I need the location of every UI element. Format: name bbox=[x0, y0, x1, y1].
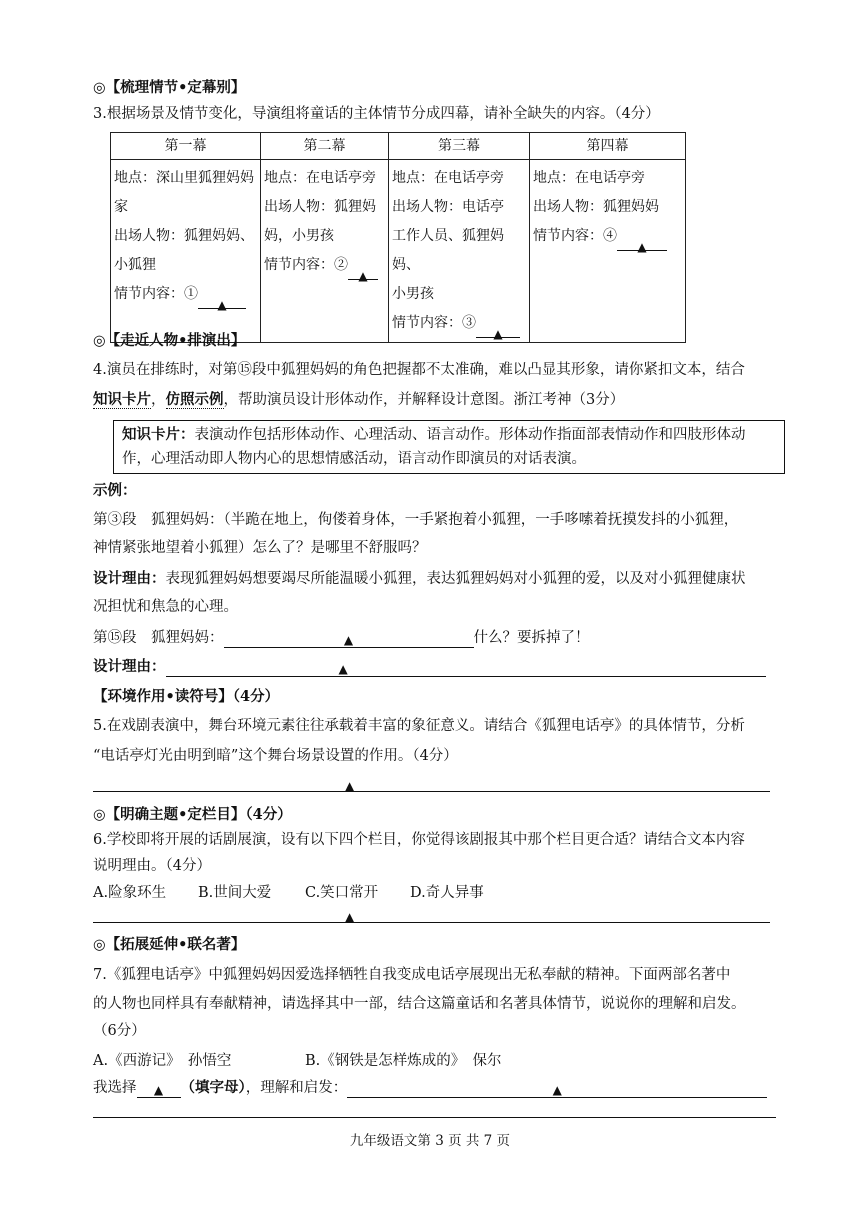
page-footer: 九年级语文第 3 页 共 7 页 bbox=[349, 1133, 511, 1149]
scene-header-1: 第一幕 bbox=[111, 133, 261, 160]
question-7-line1: 7.《狐狸电话亭》中狐狸妈妈因爱选择牺牲自我变成电话亭展现出无私奉献的精神。下面两部名著中 bbox=[93, 967, 731, 983]
option-d: D.奇人异事 bbox=[410, 885, 484, 901]
task-line bbox=[93, 628, 590, 648]
scene-1-characters-cont: 小狐狸 bbox=[114, 257, 156, 273]
option-a: A.险象环生 bbox=[93, 885, 167, 901]
scene-4-location: 地点：在电话亭旁 bbox=[533, 170, 645, 186]
answer-blank-choice[interactable] bbox=[137, 1080, 181, 1098]
answer-blank-4[interactable] bbox=[617, 233, 667, 254]
knowledge-card-line1: 表演动作包括形体动作、心理活动、语言动作。形体动作指面部表情动作和四肢形体动 bbox=[194, 427, 746, 443]
scene-cell-4 bbox=[530, 160, 686, 343]
answer-blank-3[interactable] bbox=[476, 320, 520, 341]
knowledge-card bbox=[113, 420, 785, 474]
example-line2: 神情紧张地望着小狐狸）怎么了？是哪里不舒服吗？ bbox=[93, 540, 427, 556]
section-header-classics: ◎【拓展延伸•联名著】 bbox=[93, 936, 246, 953]
example-reason-line2: 况担忧和焦急的心理。 bbox=[93, 599, 238, 615]
book-option-b: B.《钢铁是怎样炼成的》 保尔 bbox=[305, 1053, 502, 1069]
scene-table bbox=[110, 132, 686, 343]
blank-marker: ▲ bbox=[552, 1083, 562, 1097]
option-c: C.笑口常开 bbox=[305, 885, 379, 901]
scene-4-plot-label: 情节内容：④ bbox=[533, 228, 617, 244]
blank-marker: ▲ bbox=[637, 240, 647, 254]
scene-1-location-cont: 家 bbox=[114, 199, 128, 215]
answer-blank-reason[interactable] bbox=[166, 659, 766, 677]
separator: ， bbox=[151, 392, 166, 408]
task-prefix: 第⑮段 狐狸妈妈： bbox=[93, 630, 224, 646]
knowledge-card-line2: 作，心理活动即人物内心的思想情感活动，语言动作即演员的对话表演。 bbox=[122, 451, 586, 467]
section-header-theme: ◎【明确主题•定栏目】（4分） bbox=[93, 806, 292, 823]
blank-marker: ▲ bbox=[153, 1083, 164, 1097]
choose-suffix: ，理解和启发： bbox=[245, 1080, 348, 1096]
choose-line bbox=[93, 1078, 767, 1098]
scene-3-plot-label: 情节内容：③ bbox=[392, 315, 476, 331]
knowledge-card-label: 知识卡片： bbox=[122, 426, 195, 443]
question-3-stem: 3.根据场景及情节变化，导演组将童话的主体情节分成四幕，请补全缺失的内容。（4分） bbox=[93, 106, 660, 122]
question-4-line1: 4.演员在排练时，对第⑮段中狐狸妈妈的角色把握都不太准确，难以凸显其形象，请你紧扣文本，结合 bbox=[93, 362, 745, 378]
blank-marker: ▲ bbox=[217, 298, 227, 312]
question-7-line2: 的人物也同样具有奉献精神，请选择其中一部，结合这篇童话和名著具体情节，说说你的理解和启发。 bbox=[93, 996, 746, 1012]
scene-cell-2 bbox=[261, 160, 389, 343]
answer-line-q6[interactable] bbox=[93, 922, 770, 923]
blank-marker: ▲ bbox=[338, 662, 348, 676]
task-reason-label: 设计理由： bbox=[93, 658, 166, 675]
blank-marker: ▲ bbox=[493, 327, 503, 341]
scene-1-plot-label: 情节内容：① bbox=[114, 286, 198, 302]
blank-marker: ▲ bbox=[343, 633, 354, 647]
scene-2-characters-cont: 妈，小男孩 bbox=[264, 228, 334, 244]
answer-blank-action[interactable] bbox=[224, 630, 474, 648]
scene-3-characters-cont: 工作人员、狐狸妈妈、 bbox=[392, 228, 504, 273]
scene-1-characters: 出场人物：狐狸妈妈、 bbox=[114, 228, 254, 244]
example-reason-line1 bbox=[93, 569, 746, 589]
answer-line-q7[interactable] bbox=[93, 1117, 776, 1118]
task-reason-line bbox=[93, 657, 766, 677]
task-suffix: 什么？要拆掉了！ bbox=[473, 630, 590, 646]
option-b: B.世间大爱 bbox=[198, 885, 272, 901]
scene-cell-3 bbox=[389, 160, 530, 343]
section-header-character: ◎【走近人物•排演出】 bbox=[93, 332, 246, 349]
blank-marker: ▲ bbox=[345, 779, 355, 793]
scene-2-location: 地点：在电话亭旁 bbox=[264, 170, 376, 186]
scene-header-4: 第四幕 bbox=[530, 133, 686, 160]
example-label: 示例： bbox=[93, 482, 137, 499]
question-6-line1: 6.学校即将开展的话剧展演，设有以下四个栏目，你觉得该剧报其中那个栏目更合适？请结合文本内容 bbox=[93, 832, 745, 848]
answer-blank-insight[interactable] bbox=[347, 1080, 767, 1098]
reason-text: 表现狐狸妈妈想要竭尽所能温暖小狐狸，表达狐狸妈妈对小狐狸的爱，以及对小狐狸健康状 bbox=[165, 571, 746, 587]
question-5-line1: 5.在戏剧表演中，舞台环境元素往往承载着丰富的象征意义。请结合《狐狸电话亭》的具体情节，分析 bbox=[93, 718, 745, 734]
reason-label: 设计理由： bbox=[93, 570, 166, 587]
knowledge-card-ref: 知识卡片 bbox=[93, 391, 151, 408]
section-header-environment: 【环境作用•读符号】（4分） bbox=[93, 688, 280, 705]
example-ref: 仿照示例 bbox=[165, 391, 224, 408]
scene-cell-1 bbox=[111, 160, 261, 343]
question-6-line2: 说明理由。（4分） bbox=[93, 858, 211, 874]
answer-line-q5[interactable] bbox=[93, 791, 770, 792]
choose-prefix: 我选择 bbox=[93, 1080, 137, 1096]
question-4-line2 bbox=[93, 390, 624, 410]
blank-marker: ▲ bbox=[358, 269, 368, 283]
book-option-a: A.《西游记》 孙悟空 bbox=[93, 1053, 232, 1069]
scene-header-3: 第三幕 bbox=[389, 133, 530, 160]
answer-blank-1[interactable] bbox=[198, 291, 246, 312]
question-5-line2: “电话亭灯光由明到暗”这个舞台场景设置的作用。（4分） bbox=[93, 748, 458, 764]
question-4-line2-rest: ，帮助演员设计形体动作，并解释设计意图。浙江考神（3分） bbox=[223, 392, 625, 408]
example-line1: 第③段 狐狸妈妈：（半跪在地上，佝偻着身体，一手紧抱着小狐狸，一手哆嗦着抚摸发抖的小狐狸， bbox=[93, 512, 739, 528]
answer-blank-2[interactable] bbox=[348, 262, 378, 283]
scene-4-characters: 出场人物：狐狸妈妈 bbox=[533, 199, 659, 215]
scene-header-2: 第二幕 bbox=[261, 133, 389, 160]
blank-marker: ▲ bbox=[345, 910, 355, 924]
section-header-plot: ◎【梳理情节•定幕别】 bbox=[93, 79, 246, 96]
scene-3-characters: 出场人物：电话亭 bbox=[392, 199, 504, 215]
scene-3-characters-cont2: 小男孩 bbox=[392, 286, 434, 302]
scene-2-characters: 出场人物：狐狸妈 bbox=[264, 199, 376, 215]
scene-3-location: 地点：在电话亭旁 bbox=[392, 170, 504, 186]
choose-hint: （填字母） bbox=[180, 1079, 246, 1096]
scene-2-plot-label: 情节内容：② bbox=[264, 257, 348, 273]
question-7-line3: （6分） bbox=[93, 1023, 146, 1039]
scene-1-location: 地点：深山里狐狸妈妈 bbox=[114, 170, 254, 186]
